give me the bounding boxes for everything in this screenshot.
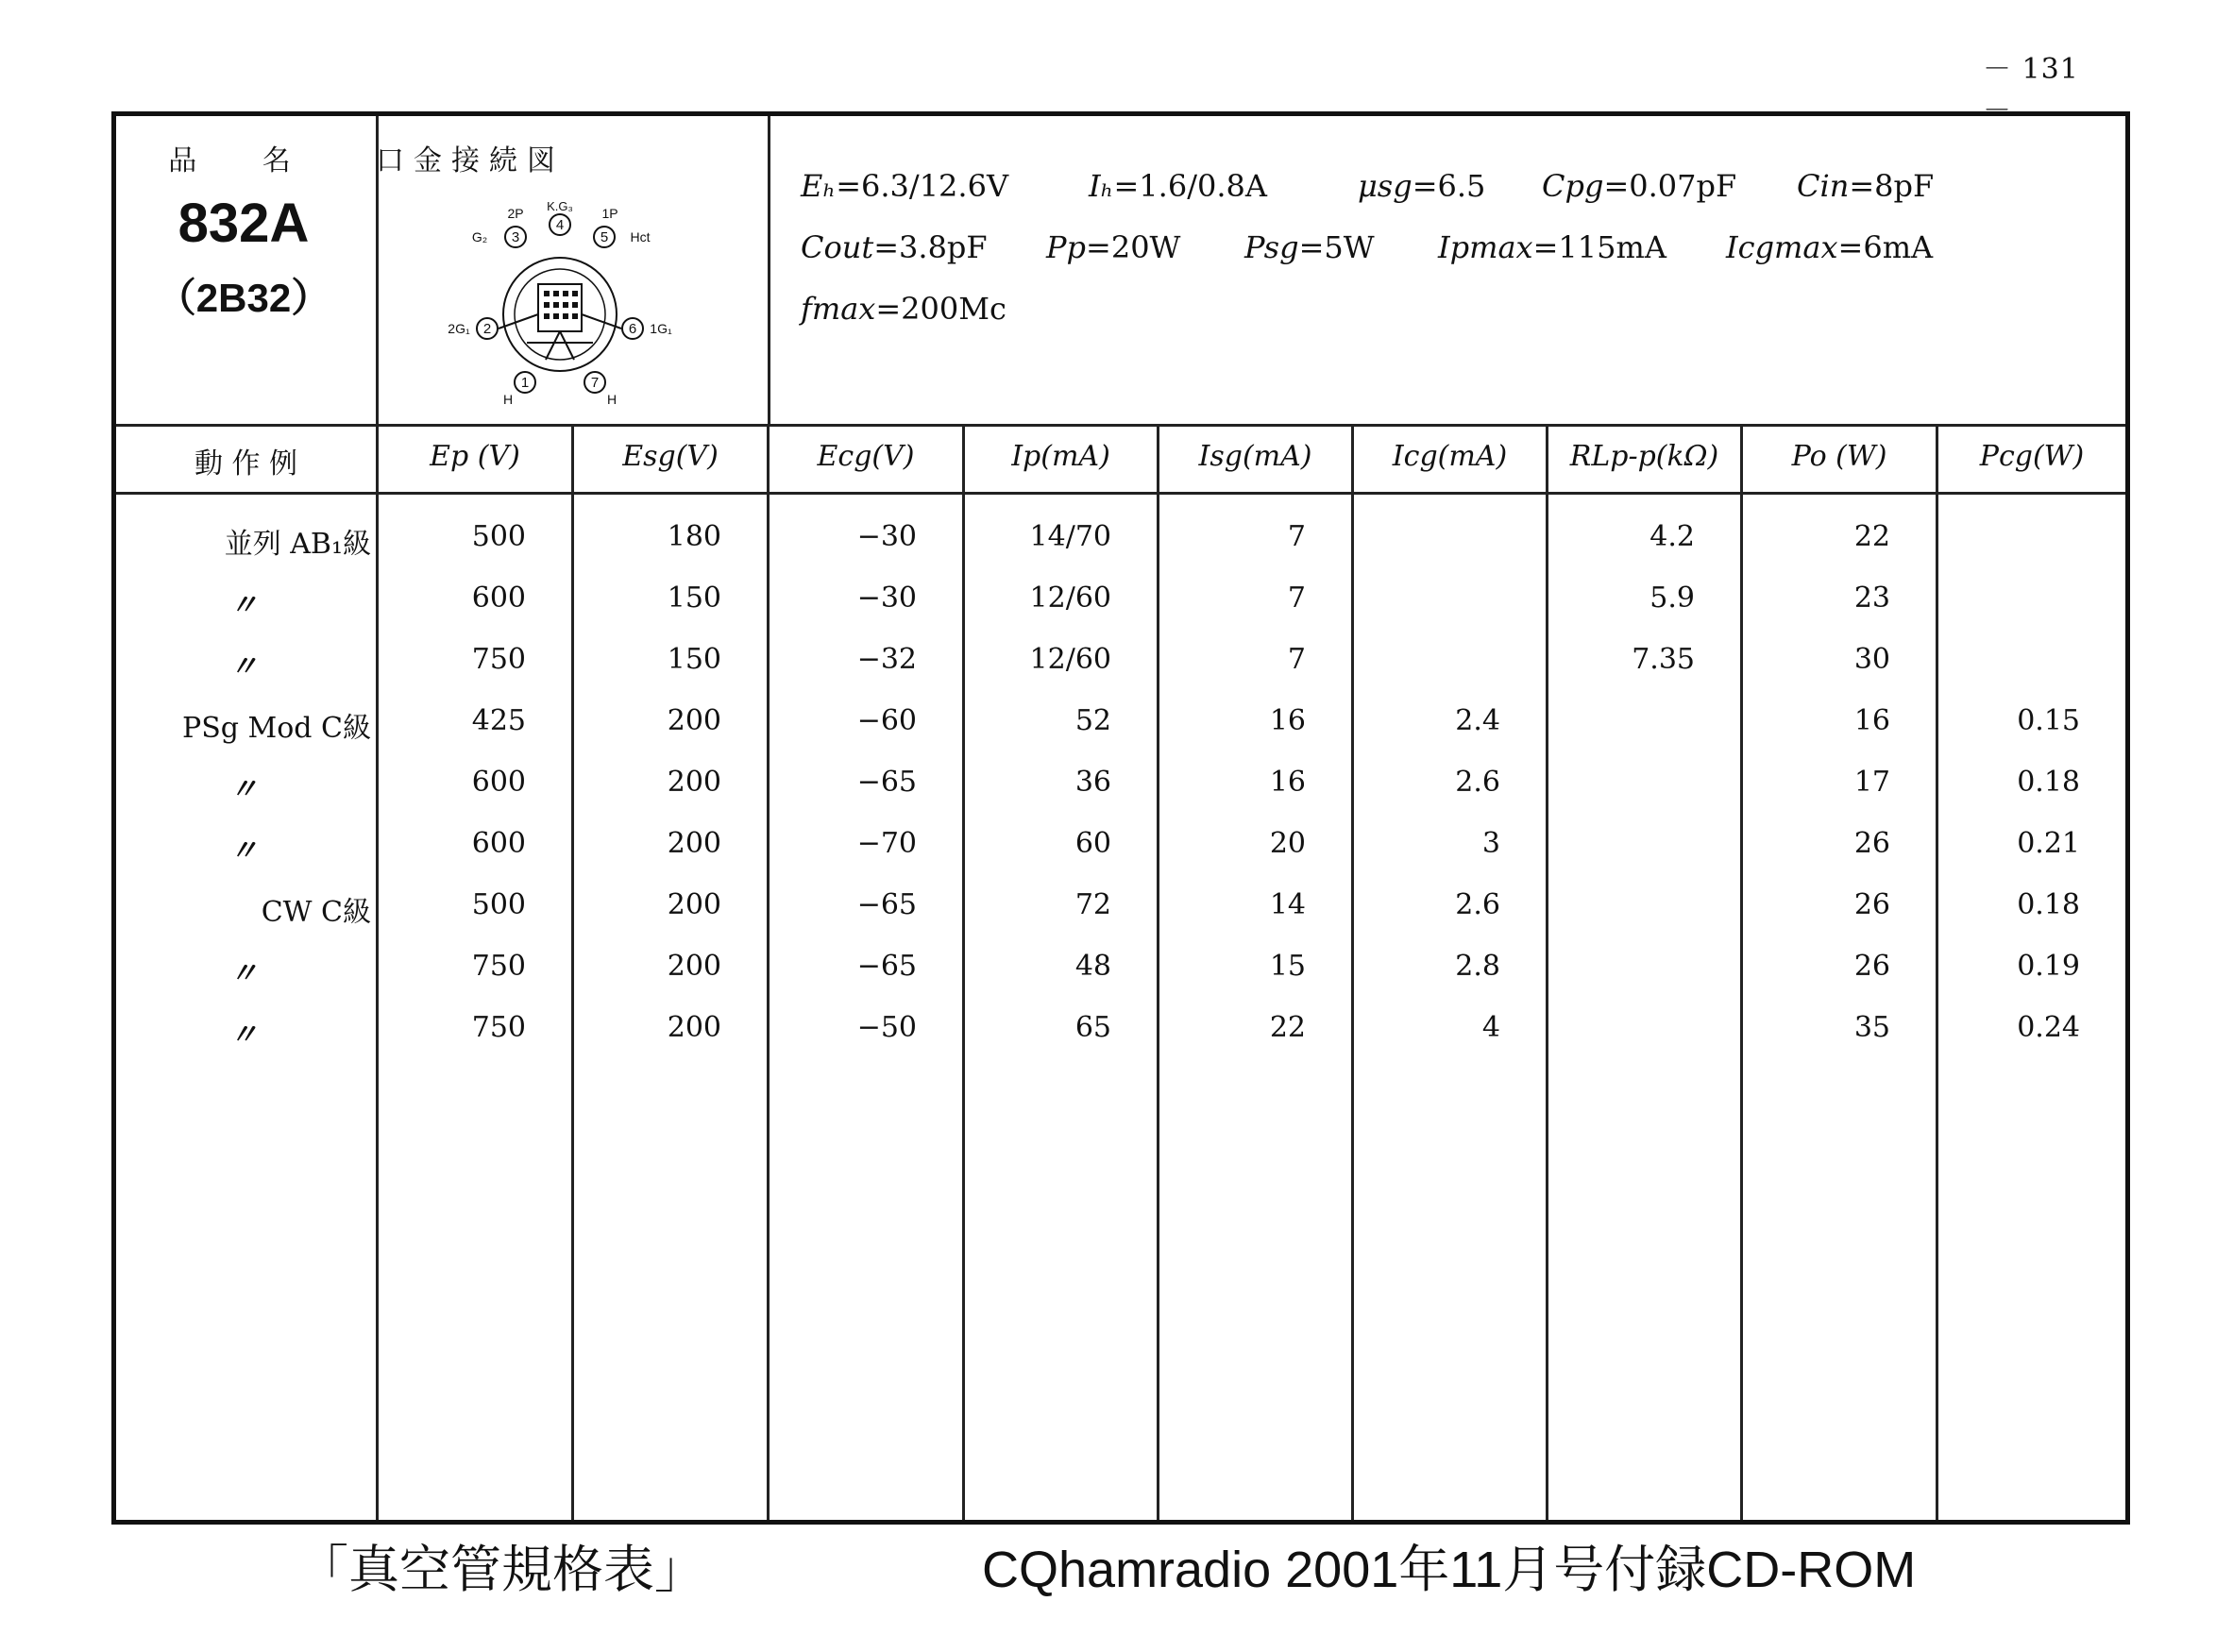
spec-row2-2: [1244, 229, 1375, 265]
operation-mode-cell: 〃: [229, 589, 258, 622]
table-cell: 600: [471, 766, 526, 799]
spec-symbol: Cout: [801, 229, 874, 265]
spec-symbol: Cin: [1797, 168, 1850, 204]
table-cell: 200: [667, 766, 721, 799]
table-cell: 7: [1287, 643, 1306, 676]
pin-label-hct: Hct: [630, 229, 651, 244]
table-cell: 750: [471, 1011, 526, 1044]
tube-alias: （2B32）: [156, 276, 331, 320]
spec-row1-4: [1797, 168, 1934, 204]
table-cell: 2.4: [1455, 704, 1500, 737]
table-cell: 16: [1269, 766, 1306, 799]
table-cell: −32: [856, 643, 917, 676]
table-cell: 2.6: [1455, 888, 1500, 921]
spec-row2-0: [801, 229, 988, 265]
spec-value: =1.6/0.8A: [1113, 168, 1267, 204]
name-label: 品 名: [168, 144, 319, 177]
column-header: Esg(V): [622, 440, 719, 473]
column-header: Pcg(W): [1979, 440, 2085, 473]
table-cell: 60: [1074, 827, 1111, 860]
table-cell: 0.24: [2017, 1011, 2080, 1044]
table-cell: 22: [1853, 520, 1890, 553]
table-cell: 72: [1074, 888, 1111, 921]
tube-model: 832A: [178, 193, 310, 254]
spec-value: =0.07pF: [1603, 168, 1737, 204]
table-cell: 4.2: [1649, 520, 1695, 553]
table-cell: −70: [856, 827, 917, 860]
table-cell: −50: [856, 1011, 917, 1044]
table-cell: 14: [1269, 888, 1306, 921]
connection-diagram-label: 口金接続図: [376, 144, 565, 177]
spec-value: =6.5: [1412, 168, 1486, 204]
table-cell: 14/70: [1029, 520, 1111, 553]
table-cell: 500: [471, 520, 526, 553]
table-cell: 750: [471, 643, 526, 676]
table-cell: 150: [667, 582, 721, 615]
pin-label-kg3: K.G₃: [547, 201, 573, 213]
spec-symbol: Psg: [1244, 229, 1299, 265]
pin-label-h-right: H: [606, 392, 617, 407]
spec-row2-4: [1726, 229, 1933, 265]
table-cell: 23: [1853, 582, 1890, 615]
table-cell: 65: [1074, 1011, 1111, 1044]
operation-mode-cell: 〃: [229, 957, 258, 990]
table-cell: 200: [667, 827, 721, 860]
table-cell: 20: [1269, 827, 1306, 860]
spec-symbol: Eₕ: [801, 168, 837, 204]
table-cell: 15: [1269, 950, 1306, 983]
table-cell: 0.18: [2017, 766, 2080, 799]
column-header: Ep (V): [430, 440, 520, 473]
spec-symbol: μsg: [1358, 168, 1413, 204]
table-cell: 150: [667, 643, 721, 676]
pin-2-number: 2: [482, 321, 492, 337]
table-cell: 26: [1853, 950, 1890, 983]
table-cell: −65: [856, 888, 917, 921]
column-header: Ecg(V): [817, 440, 915, 473]
base-connection-diagram: [442, 201, 678, 409]
table-cell: 200: [667, 704, 721, 737]
table-cell: −30: [856, 520, 917, 553]
table-cell: 35: [1853, 1011, 1890, 1044]
table-cell: −65: [856, 950, 917, 983]
spec-value: =200Mc: [875, 291, 1007, 327]
table-cell: 16: [1269, 704, 1306, 737]
spec-row1-3: [1542, 168, 1736, 204]
spec-value: =6mA: [1837, 229, 1934, 265]
spec-row1-2: [1358, 168, 1485, 204]
table-cell: 17: [1853, 766, 1890, 799]
table-cell: 22: [1269, 1011, 1306, 1044]
table-cell: 0.18: [2017, 888, 2080, 921]
pin-label-2p: 2P: [507, 206, 524, 221]
spec-row3-0: [801, 291, 1007, 327]
spec-row2-1: [1046, 229, 1180, 265]
spec-row1-1: [1089, 168, 1267, 204]
table-cell: 52: [1074, 704, 1111, 737]
pin-label-1g1: 1G₁: [650, 321, 672, 336]
table-cell: 200: [667, 950, 721, 983]
table-cell: 2.8: [1455, 950, 1500, 983]
table-cell: 600: [471, 582, 526, 615]
operation-mode-cell: 並列 AB₁級: [224, 528, 371, 561]
pin-label-h-left: H: [502, 392, 514, 407]
col-divider-1: [376, 116, 379, 1520]
column-header-divider: [116, 492, 2125, 495]
page-number: － 131 －: [1983, 53, 2079, 127]
table-cell: 0.19: [2017, 950, 2080, 983]
table-cell: 26: [1853, 888, 1890, 921]
table-cell: 48: [1074, 950, 1111, 983]
spec-symbol: Icgmax: [1726, 229, 1838, 265]
pin-5-number: 5: [600, 229, 609, 245]
table-cell: 425: [471, 704, 526, 737]
operation-mode-cell: 〃: [229, 650, 258, 683]
table-cell: −60: [856, 704, 917, 737]
table-cell: 7: [1287, 582, 1306, 615]
footer-left-title: 「真空管規格表」: [297, 1542, 705, 1598]
table-cell: 2.6: [1455, 766, 1500, 799]
operation-mode-cell: 〃: [229, 773, 258, 806]
header-divider: [116, 424, 2125, 427]
conn-divider: [768, 116, 770, 424]
table-cell: 5.9: [1649, 582, 1695, 615]
spec-symbol: Cpg: [1542, 168, 1604, 204]
table-cell: −65: [856, 766, 917, 799]
table-cell: 7.35: [1632, 643, 1695, 676]
table-cell: 7: [1287, 520, 1306, 553]
table-cell: 4: [1481, 1011, 1500, 1044]
table-cell: 16: [1853, 704, 1890, 737]
column-header: Isg(mA): [1198, 440, 1312, 473]
table-cell: 12/60: [1029, 643, 1111, 676]
pin-label-1p: 1P: [601, 206, 618, 221]
column-header: 動 作 例: [194, 447, 298, 480]
spec-value: =3.8pF: [873, 229, 988, 265]
column-header: RLp-p(kΩ): [1569, 440, 1719, 473]
pin-7-number: 7: [590, 375, 600, 391]
column-header: Ip(mA): [1011, 440, 1110, 473]
table-cell: −30: [856, 582, 917, 615]
table-cell: 500: [471, 888, 526, 921]
table-cell: 0.21: [2017, 827, 2080, 860]
table-cell: 0.15: [2017, 704, 2080, 737]
pin-3-number: 3: [511, 229, 520, 245]
table-cell: 3: [1481, 827, 1500, 860]
pin-label-g2: G₂: [471, 229, 488, 244]
table-cell: 200: [667, 1011, 721, 1044]
spec-value: =5W: [1298, 229, 1375, 265]
table-cell: 200: [667, 888, 721, 921]
pin-1-number: 1: [520, 375, 530, 391]
table-cell: 750: [471, 950, 526, 983]
table-cell: 36: [1074, 766, 1111, 799]
pin-6-number: 6: [628, 321, 637, 337]
spec-row2-3: [1438, 229, 1666, 265]
spec-sheet-frame: [111, 111, 2130, 1525]
operation-mode-cell: PSg Mod C級: [182, 712, 371, 745]
spec-symbol: Iₕ: [1089, 168, 1114, 204]
table-cell: 26: [1853, 827, 1890, 860]
spec-value: =6.3/12.6V: [836, 168, 1009, 204]
footer-right-source: CQhamradio 2001年11月号付録CD-ROM: [982, 1542, 1917, 1598]
spec-value: =20W: [1086, 229, 1181, 265]
column-header: Po (W): [1791, 440, 1887, 473]
column-header: Icg(mA): [1392, 440, 1508, 473]
pin-4-number: 4: [555, 217, 565, 233]
pin-label-2g1: 2G₁: [448, 321, 470, 336]
spec-symbol: fmax: [801, 291, 876, 327]
spec-row1-0: [801, 168, 1008, 204]
table-cell: 30: [1853, 643, 1890, 676]
operation-mode-cell: CW C級: [261, 896, 371, 929]
table-cell: 12/60: [1029, 582, 1111, 615]
table-cell: 180: [667, 520, 721, 553]
spec-symbol: Ipmax: [1438, 229, 1533, 265]
spec-value: =115mA: [1532, 229, 1666, 265]
table-cell: 600: [471, 827, 526, 860]
spec-symbol: Pp: [1046, 229, 1087, 265]
operation-mode-cell: 〃: [229, 834, 258, 868]
spec-value: =8pF: [1849, 168, 1935, 204]
operation-mode-cell: 〃: [229, 1019, 258, 1052]
